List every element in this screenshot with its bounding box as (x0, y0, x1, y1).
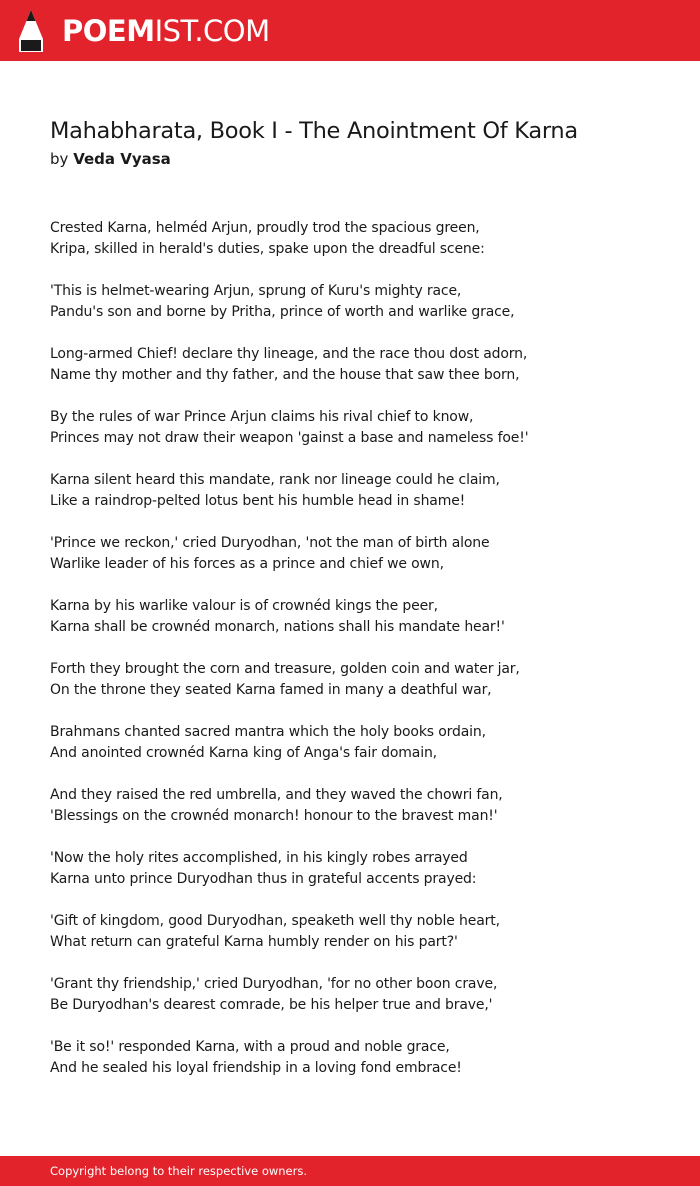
poem-line: 'Grant thy friendship,' cried Duryodhan, 'for no other boon crave, (50, 976, 498, 992)
byline (50, 148, 171, 170)
poem-line: 'Be it so!' responded Karna, with a proud and noble grace, (50, 1039, 450, 1055)
poem-line: And he sealed his loyal friendship in a loving fond embrace! (50, 1060, 462, 1076)
poem-line: 'This is helmet-wearing Arjun, sprung of Kuru's mighty race, (50, 283, 462, 299)
logo-light-text: IST.COM (154, 14, 270, 48)
poem-line: 'Blessings on the crownéd monarch! honour to the bravest man!' (50, 808, 498, 824)
poem-line: 'Prince we reckon,' cried Duryodhan, 'not the man of birth alone (50, 535, 490, 551)
logo-bold-text: POEM (62, 14, 155, 48)
site-header (0, 0, 700, 61)
poem-title: Mahabharata, Book I - The Anointment Of Karna (50, 118, 578, 144)
poem-stanza (50, 659, 670, 701)
poem-line: Warlike leader of his forces as a prince and chief we own, (50, 556, 444, 572)
poem-stanza (50, 722, 670, 764)
poem-line: Karna silent heard this mandate, rank nor lineage could he claim, (50, 472, 500, 488)
author-name: Veda Vyasa (73, 150, 171, 168)
pencil-tip-icon[interactable] (17, 9, 45, 53)
poem-stanza (50, 218, 670, 260)
poem-stanza (50, 911, 670, 953)
poem-body (50, 218, 670, 1100)
poem-stanza (50, 1037, 670, 1079)
poem-stanza (50, 281, 670, 323)
poem-line: Karna by his warlike valour is of crownéd kings the peer, (50, 598, 438, 614)
poem-stanza (50, 470, 670, 512)
poem-stanza (50, 344, 670, 386)
poem-line: Name thy mother and thy father, and the house that saw thee born, (50, 367, 520, 383)
poem-line: What return can grateful Karna humbly render on his part?' (50, 934, 458, 950)
poem-line: Karna shall be crownéd monarch, nations shall his mandate hear!' (50, 619, 505, 635)
poem-stanza (50, 974, 670, 1016)
poem-line: And they raised the red umbrella, and they waved the chowri fan, (50, 787, 503, 803)
poem-line: Be Duryodhan's dearest comrade, be his helper true and brave,' (50, 997, 493, 1013)
poem-line: Long-armed Chief! declare thy lineage, and the race thou dost adorn, (50, 346, 528, 362)
poem-stanza (50, 533, 670, 575)
poem-line: On the throne they seated Karna famed in many a deathful war, (50, 682, 492, 698)
copyright-text: Copyright belong to their respective owners. (50, 1164, 308, 1178)
site-footer (0, 1156, 700, 1186)
by-label: by (50, 150, 69, 168)
poem-line: Princes may not draw their weapon 'gainst a base and nameless foe!' (50, 430, 529, 446)
poem-stanza (50, 407, 670, 449)
poem-stanza (50, 785, 670, 827)
poem-stanza (50, 596, 670, 638)
poem-line: Forth they brought the corn and treasure, golden coin and water jar, (50, 661, 520, 677)
poem-line: Like a raindrop-pelted lotus bent his humble head in shame! (50, 493, 466, 509)
poem-line: Kripa, skilled in herald's duties, spake upon the dreadful scene: (50, 241, 485, 257)
poem-line: And anointed crownéd Karna king of Anga's fair domain, (50, 745, 437, 761)
poem-stanza (50, 848, 670, 890)
poem-line: 'Now the holy rites accomplished, in his kingly robes arrayed (50, 850, 468, 866)
poem-line: Crested Karna, helméd Arjun, proudly trod the spacious green, (50, 220, 480, 236)
poem-line: 'Gift of kingdom, good Duryodhan, speaketh well thy noble heart, (50, 913, 500, 929)
poem-line: By the rules of war Prince Arjun claims his rival chief to know, (50, 409, 474, 425)
poem-line: Pandu's son and borne by Pritha, prince of worth and warlike grace, (50, 304, 515, 320)
poem-line: Karna unto prince Duryodhan thus in grateful accents prayed: (50, 871, 477, 887)
site-logo[interactable] (62, 12, 270, 50)
poem-line: Brahmans chanted sacred mantra which the holy books ordain, (50, 724, 486, 740)
